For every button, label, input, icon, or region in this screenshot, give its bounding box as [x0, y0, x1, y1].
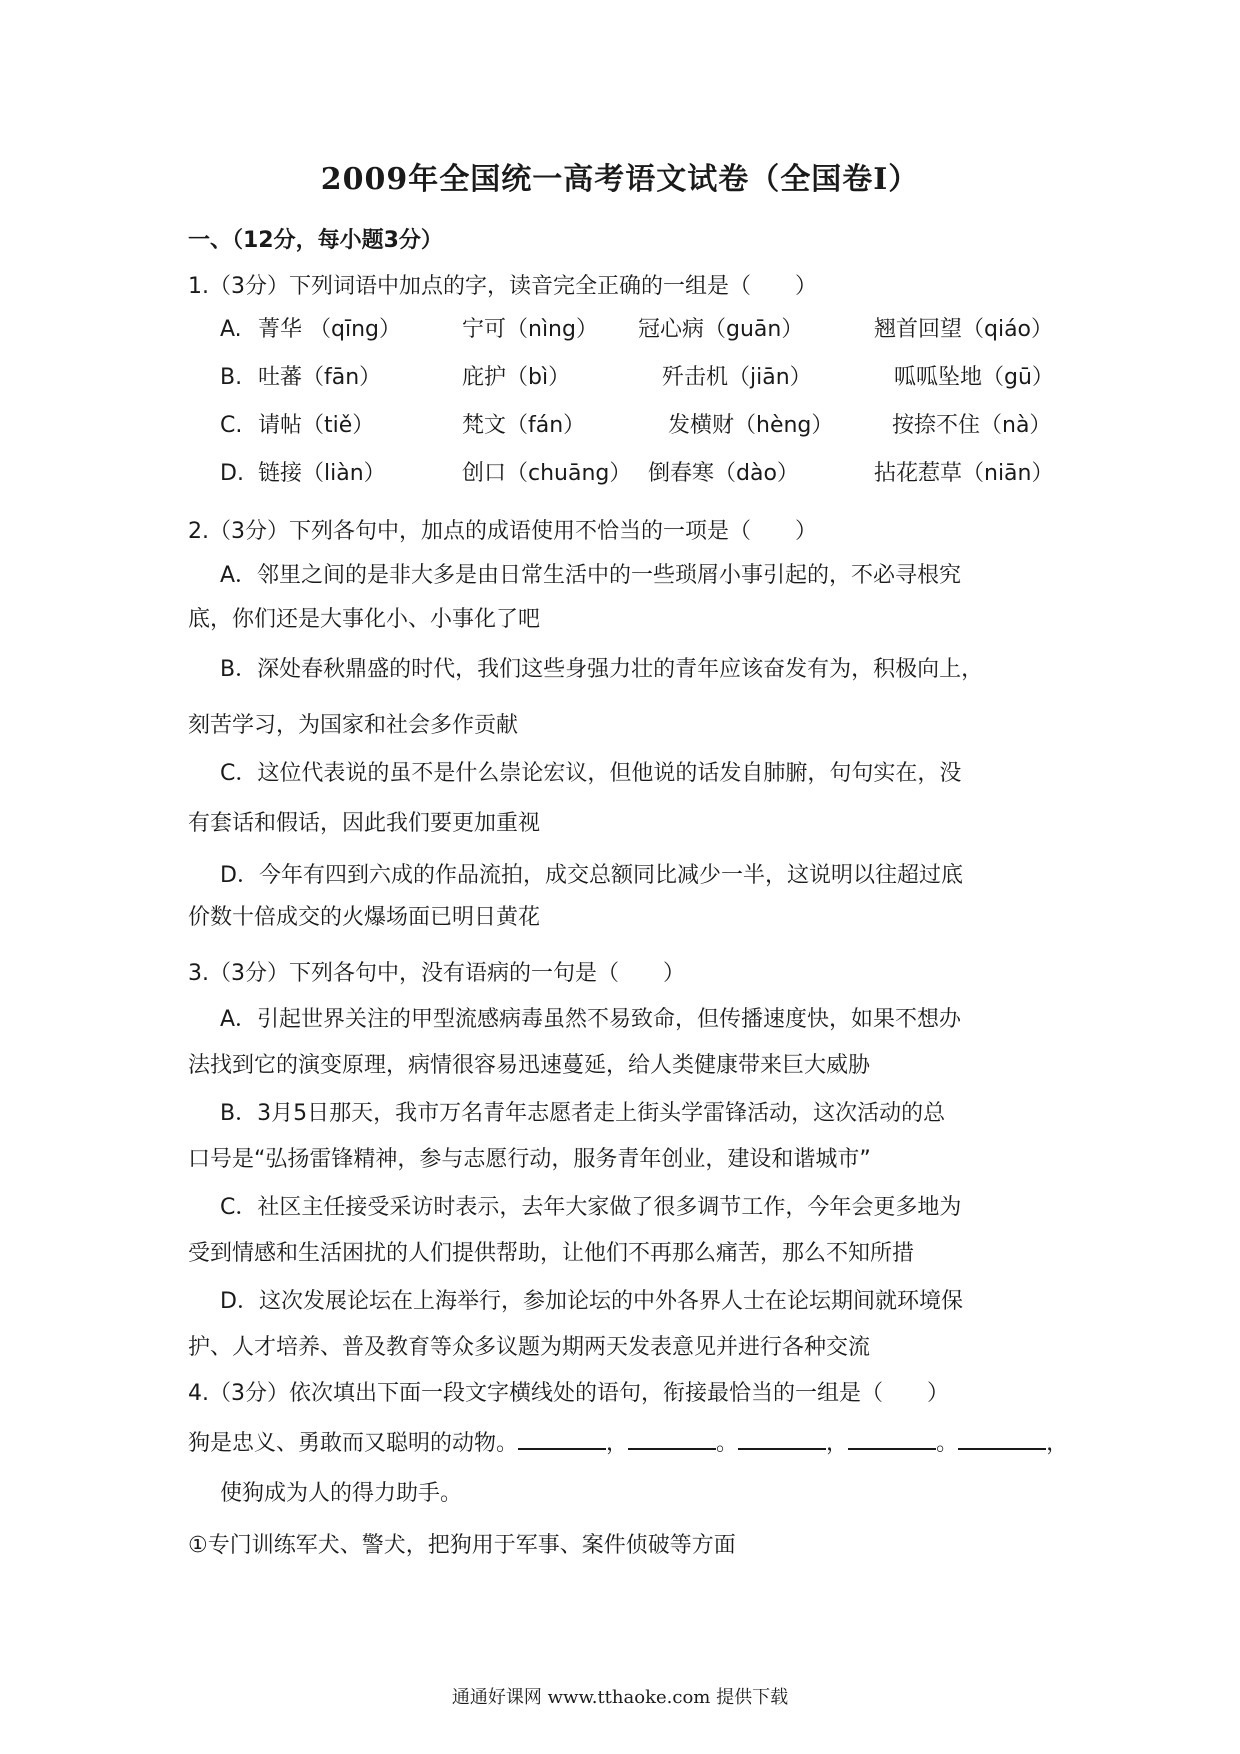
q3-option-b-line-1: B．3月5日那天，我市万名青年志愿者走上街头学雷锋活动，这次活动的总 — [220, 1101, 946, 1126]
q1-b-item-2: 庇护（bì） — [462, 365, 571, 390]
q2-option-d-line-1: D．今年有四到六成的作品流拍，成交总额同比减少一半，这说明以往超过底 — [220, 863, 963, 888]
q1-b-item-1: 吐蕃（fān） — [258, 365, 382, 390]
q1-c-item-2: 梵文（fán） — [462, 413, 586, 438]
q1-row-c-label: C. — [220, 413, 243, 438]
q3-option-a-line-1: A．引起世界关注的甲型流感病毒虽然不易致命，但传播速度快，如果不想办 — [220, 1007, 962, 1032]
blank-4 — [848, 1426, 936, 1450]
q1-c-item-1: 请帖（tiě） — [258, 413, 375, 438]
question-2-stem: 2.（3分）下列各句中，加点的成语使用不恰当的一项是（ ） — [188, 519, 817, 544]
q3-option-d-line-1: D．这次发展论坛在上海举行，参加论坛的中外各界人士在论坛期间就环境保 — [220, 1289, 963, 1314]
q4-passage — [188, 1426, 1068, 1460]
q3-option-c-line-2: 受到情感和生活困扰的人们提供帮助，让他们不再那么痛苦，那么不知所措 — [188, 1241, 915, 1266]
q2-option-b-line-1: B．深处春秋鼎盛的时代，我们这些身强力壮的青年应该奋发有为，积极向上， — [220, 657, 984, 682]
page-title: 2009年全国统一高考语文试卷（全国卷Ⅰ） — [320, 162, 920, 197]
q1-a-item-2: 宁可（nìng） — [462, 317, 598, 342]
blank-1 — [518, 1426, 606, 1450]
q2-option-b-line-2: 刻苦学习，为国家和社会多作贡献 — [188, 713, 519, 738]
question-3-stem: 3.（3分）下列各句中，没有语病的一句是（ ） — [188, 961, 685, 986]
q4-punct-2: 。 — [716, 1431, 739, 1456]
q4-punct-3: ， — [826, 1431, 849, 1456]
q1-d-item-2: 创口（chuāng） — [462, 461, 632, 486]
blank-3 — [738, 1426, 826, 1450]
question-4-stem: 4.（3分）依次填出下面一段文字横线处的语句，衔接最恰当的一组是（ ） — [188, 1381, 949, 1406]
q1-c-item-3: 发横财（hèng） — [668, 413, 834, 438]
q4-punct-1: ， — [606, 1431, 629, 1456]
q3-option-d-line-2: 护、人才培养、普及教育等众多议题为期两天发表意见并进行各种交流 — [188, 1335, 871, 1360]
q1-row-d-label: D. — [220, 461, 244, 486]
q1-b-item-3: 歼击机（jiān） — [662, 365, 812, 390]
q2-option-a-line-2: 底，你们还是大事化小、小事化了吧 — [188, 607, 541, 632]
q1-row-a-label: A. — [220, 317, 242, 342]
blank-2 — [628, 1426, 716, 1450]
q1-c-item-4: 按捺不住（nà） — [892, 413, 1052, 438]
blank-5 — [958, 1426, 1046, 1450]
question-1-stem: 1.（3分）下列词语中加点的字，读音完全正确的一组是（ ） — [188, 274, 817, 299]
q1-d-item-3: 倒春寒（dào） — [648, 461, 799, 486]
q4-passage-start: 狗是忠义、勇敢而又聪明的动物。 — [188, 1431, 519, 1456]
section-heading: 一、（12分，每小题3分） — [188, 228, 443, 253]
q1-b-item-4: 呱呱坠地（gū） — [894, 365, 1054, 390]
q4-item-1: ①专门训练军犬、警犬，把狗用于军事、案件侦破等方面 — [188, 1533, 736, 1558]
q1-a-item-3: 冠心病（guān） — [638, 317, 804, 342]
q4-passage-end: 使狗成为人的得力助手。 — [220, 1481, 463, 1506]
q4-punct-5: ， — [1046, 1431, 1069, 1456]
page-footer: 通通好课网 www.tthaoke.com 提供下载 — [451, 1687, 789, 1708]
q2-option-c-line-1: C．这位代表说的虽不是什么崇论宏议，但他说的话发自肺腑，句句实在，没 — [220, 761, 962, 786]
q3-option-a-line-2: 法找到它的演变原理，病情很容易迅速蔓延，给人类健康带来巨大威胁 — [188, 1053, 871, 1078]
q1-a-item-1: 菁华 （qīng） — [258, 317, 401, 342]
q1-d-item-4: 拈花惹草（niān） — [874, 461, 1054, 486]
q3-option-c-line-1: C．社区主任接受采访时表示，去年大家做了很多调节工作，今年会更多地为 — [220, 1195, 962, 1220]
q3-option-b-line-2: 口号是“弘扬雷锋精神，参与志愿行动，服务青年创业，建设和谐城市” — [188, 1147, 871, 1172]
q1-d-item-1: 链接（liàn） — [258, 461, 386, 486]
q2-option-d-line-2: 价数十倍成交的火爆场面已明日黄花 — [188, 905, 541, 930]
q1-a-item-4: 翘首回望（qiáo） — [874, 317, 1054, 342]
q2-option-c-line-2: 有套话和假话，因此我们要更加重视 — [188, 811, 541, 836]
q2-option-a-line-1: A．邻里之间的是非大多是由日常生活中的一些琐屑小事引起的，不必寻根究 — [220, 563, 962, 588]
q4-punct-4: 。 — [936, 1431, 959, 1456]
q1-row-b-label: B. — [220, 365, 243, 390]
